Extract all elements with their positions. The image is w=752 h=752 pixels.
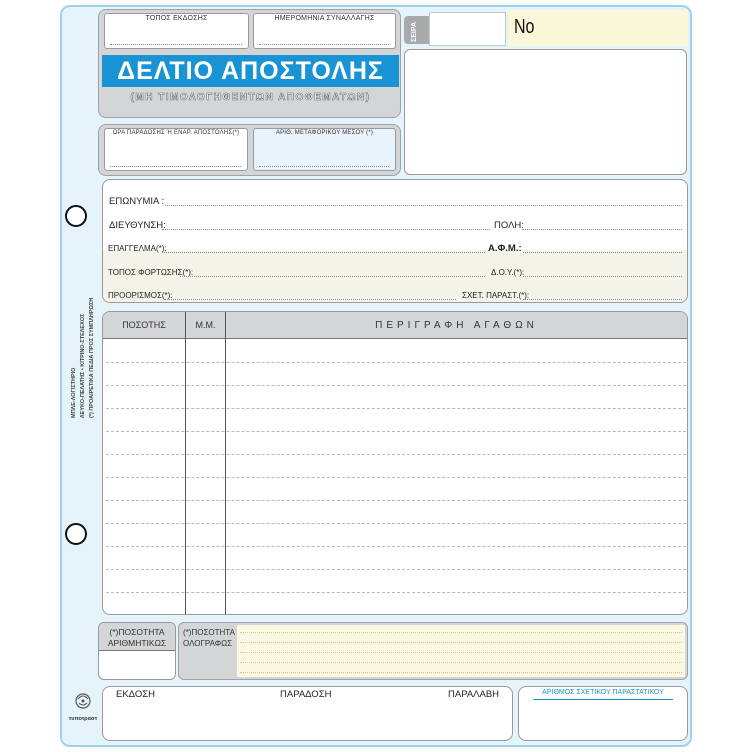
signature-delivery-label: ΠΑΡΑΔΟΣΗ xyxy=(280,689,332,700)
column-header-quantity: ΠΟΣΟΤΗΣ xyxy=(122,320,166,330)
document-title: ΔΕΛΤΙΟ ΑΠΟΣΤΟΛΗΣ xyxy=(102,55,399,87)
column-header-description: ΠΕΡΙΓΡΑΦΗ ΑΓΑΘΩΝ xyxy=(375,320,538,331)
table-row-line[interactable] xyxy=(106,592,686,593)
table-row-line[interactable] xyxy=(106,454,686,455)
side-note-line3: (*) ΠΡΟΑΙΡΕΤΙΚΑ ΠΕΔΙΑ ΠΡΟΣ ΣΥΜΠΛΗΡΩΣΗ xyxy=(89,297,95,418)
publisher-logo-text: τυποτραστ xyxy=(68,716,98,722)
customer-doy-label: Δ.Ο.Υ.(*): xyxy=(491,268,525,277)
document-subtitle: (ΜΗ ΤΙΜΟΛΟΓΗΘΕΝΤΩΝ ΑΠΟΘΕΜΑΤΩΝ) xyxy=(130,92,371,103)
table-row-line[interactable] xyxy=(106,362,686,363)
customer-profession-field[interactable] xyxy=(162,252,485,253)
quantity-words-dots xyxy=(240,662,682,663)
table-row-line[interactable] xyxy=(106,385,686,386)
number-label: No xyxy=(514,16,535,38)
table-row-line[interactable] xyxy=(106,546,686,547)
table-row-line[interactable] xyxy=(106,523,686,524)
customer-doy-field[interactable] xyxy=(523,276,682,277)
customer-afm-label: Α.Φ.Μ.: xyxy=(488,243,522,254)
customer-city-label: ΠΟΛΗ: xyxy=(494,220,524,231)
customer-afm-field[interactable] xyxy=(523,252,682,253)
quantity-words-dots xyxy=(240,632,682,633)
customer-section xyxy=(102,179,688,303)
destination-field[interactable] xyxy=(164,299,456,300)
table-row-line[interactable] xyxy=(106,431,686,432)
loading-place-label: ΤΟΠΟΣ ΦΟΡΤΩΣΗΣ(*): xyxy=(108,268,194,277)
quantity-numeric-label-2: ΑΡΙΘΜΗΤΙΚΩΣ xyxy=(107,638,167,648)
related-doc-label: ΣΧΕΤ. ΠΑΡΑΣΤ.(*): xyxy=(462,291,530,300)
series-label: ΣΕΙΡΑ xyxy=(411,21,418,42)
issue-place-dots xyxy=(110,44,242,45)
quantity-words-dots xyxy=(240,652,682,653)
quantity-numeric-label-1: (*)ΠΟΣΟΤΗΤΑ xyxy=(109,627,165,637)
table-row-line[interactable] xyxy=(106,569,686,570)
vehicle-dots xyxy=(259,166,389,167)
loading-place-field[interactable] xyxy=(180,276,485,277)
date-label: ΗΜΕΡΟΜΗΝΙΑ ΣΥΝΑΛΛΑΓΗΣ xyxy=(274,15,375,22)
stamp-box[interactable] xyxy=(404,49,687,175)
quantity-words-dots xyxy=(240,642,682,643)
signature-issue-label: ΕΚΔΟΣΗ xyxy=(116,689,155,700)
delivery-time-dots xyxy=(110,166,241,167)
number-field[interactable] xyxy=(508,10,688,46)
table-row-line[interactable] xyxy=(106,477,686,478)
customer-profession-label: ΕΠΑΓΓΕΛΜΑ(*): xyxy=(108,244,167,253)
signature-receipt-label: ΠΑΡΑΛΑΒΗ xyxy=(448,689,500,700)
related-number-label: ΑΡΙΘΜΟΣ ΣΧΕΤΙΚΟΥ ΠΑΡΑΣΤΑΤΙΚΟΥ xyxy=(542,689,664,696)
quantity-words-dots xyxy=(240,672,682,673)
series-field[interactable] xyxy=(429,12,506,46)
side-note-line1: ΜΠΛΕ-ΛΟΓΙΣΤΗΡΙΟ xyxy=(71,367,77,418)
related-number-underline xyxy=(533,699,673,700)
binder-hole-top xyxy=(65,205,87,227)
customer-name-label: ΕΠΩΝΥΜΙΑ : xyxy=(109,196,165,207)
issue-place-label: ΤΟΠΟΣ ΕΚΔΟΣΗΣ xyxy=(145,15,208,22)
vehicle-label: ΑΡΙΘ. ΜΕΤΑΦΟΡΙΚΟΥ ΜΕΣΟΥ (*) xyxy=(275,130,374,136)
related-doc-field[interactable] xyxy=(523,299,682,300)
customer-address-label: ΔΙΕΥΘΥΝΣΗ: xyxy=(109,220,166,231)
customer-address-field[interactable] xyxy=(162,229,490,230)
table-row-line[interactable] xyxy=(106,500,686,501)
column-header-unit: Μ.Μ. xyxy=(195,320,216,330)
binder-hole-bottom xyxy=(65,523,87,545)
quantity-words-label-1: (*)ΠΟΣΟΤΗΤΑ xyxy=(183,628,235,637)
side-note-line2: ΛΕΥΚΟ-ΠΕΛΑΤΗΣ • ΚΙΤΡΙΝΟ-ΣΤΕΛΕΧΟΣ xyxy=(80,313,86,418)
destination-label: ΠΡΟΟΡΙΣΜΟΣ(*): xyxy=(108,291,173,300)
publisher-logo-icon xyxy=(68,690,98,716)
table-row-line[interactable] xyxy=(106,408,686,409)
quantity-words-label-2: ΟΛΟΓΡΑΦΩΣ xyxy=(183,639,233,648)
date-dots xyxy=(259,44,389,45)
customer-city-field[interactable] xyxy=(522,229,682,230)
customer-name-field[interactable] xyxy=(165,205,682,206)
delivery-time-label: ΩΡΑ ΠΑΡΑΔΟΣΗΣ Ή ΕΝΑΡ. ΑΠΟΣΤΟΛΗΣ(*) xyxy=(112,130,240,136)
